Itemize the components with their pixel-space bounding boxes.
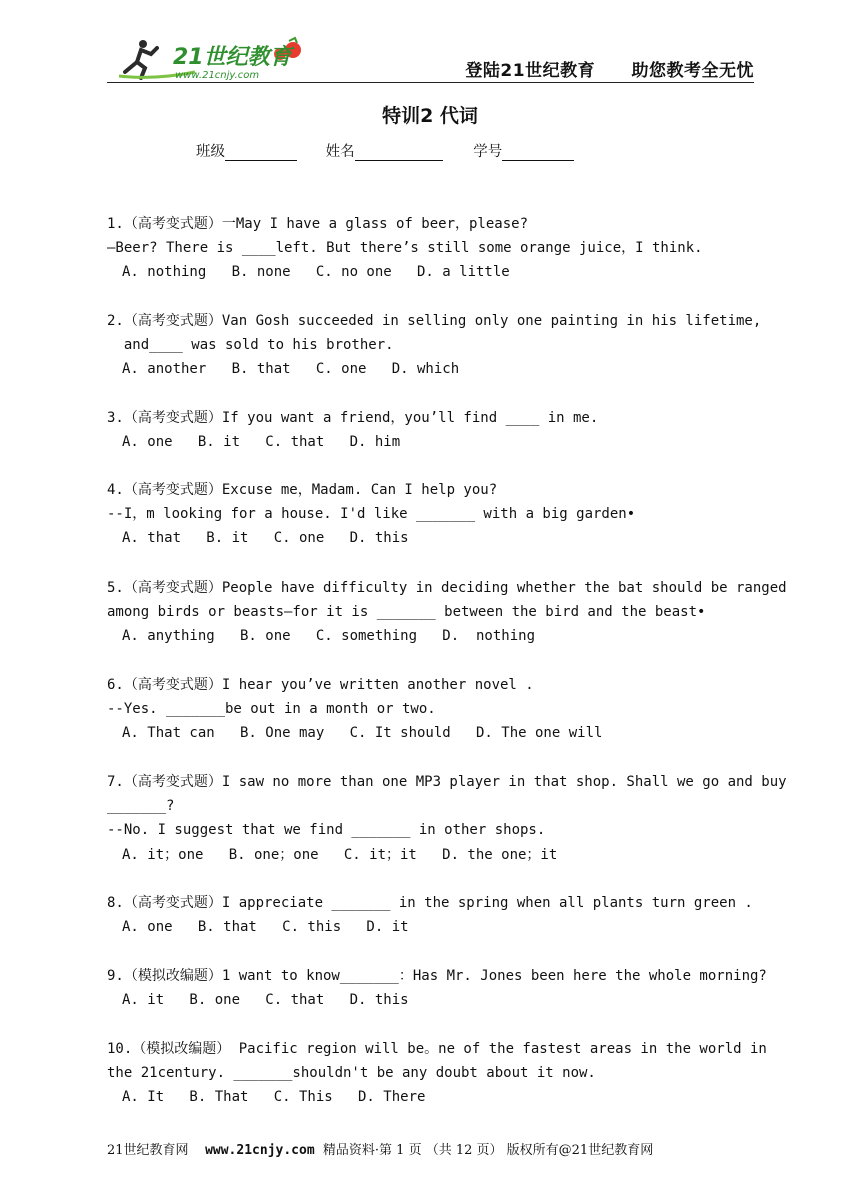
name-field[interactable]	[355, 144, 443, 161]
question-item	[107, 478, 767, 551]
question-item	[107, 576, 787, 649]
footer-right: 精品资料·第 1 页 （共 12 页） 版权所有@21世纪教育网	[322, 1143, 654, 1158]
question-item	[107, 1037, 767, 1110]
question-item	[107, 964, 767, 1012]
footer-left: 21世纪教育网	[107, 1143, 189, 1158]
site-logo	[115, 32, 315, 82]
question-options: A. anything B. one C. something D. nothing	[122, 628, 536, 645]
question-text: among birds or beasts—for it is _______ between the bird and the beast•	[107, 604, 706, 621]
question-options: A. it B. one C. that D. this	[122, 992, 409, 1009]
question-item	[107, 673, 767, 746]
question-text: --Yes. _______be out in a month or two.	[107, 701, 436, 718]
question-text: 2.（高考变式题）Van Gosh succeeded in selling only one painting in his lifetime,	[107, 313, 762, 329]
page-header	[107, 30, 754, 83]
question-text: 3.（高考变式题）If you want a friend，you’ll find ____ in me.	[107, 410, 599, 426]
page-title: 特训2 代词	[382, 105, 478, 127]
header-slogan	[435, 56, 754, 81]
svg-text:www.21cnjy.com: www.21cnjy.com	[175, 70, 260, 81]
question-text: the 21century. _______shouldn't be any doubt about it now.	[107, 1065, 596, 1082]
name-label: 姓名	[325, 144, 355, 160]
question-options: A. one B. it C. that D. him	[122, 434, 401, 451]
question-text: 8.（高考变式题）I appreciate _______ in the spring when all plants turn green .	[107, 895, 753, 911]
class-field[interactable]	[225, 144, 297, 161]
slogan-right: 助您教考全无忧	[631, 61, 754, 81]
question-text: --I，m looking for a house. I'd like _______ with a big garden•	[107, 506, 636, 523]
question-text: 10.（模拟改编题） Pacific region will be。ne of the fastest areas in the world in	[107, 1041, 767, 1057]
id-label: 学号	[473, 144, 503, 160]
student-info-row	[196, 140, 574, 161]
slogan-left: 登陆21世纪教育	[465, 61, 596, 81]
question-options: A. another B. that C. one D. which	[122, 361, 460, 378]
question-text: _______?	[107, 798, 175, 815]
question-text: —Beer? There is ____left. But there’s still some orange juice，I think.	[107, 240, 703, 257]
class-label: 班级	[196, 144, 225, 160]
footer-url: www.21cnjy.com	[205, 1143, 315, 1158]
question-options: A. That can B. One may C. It should D. The one will	[122, 725, 603, 742]
question-text: 9.（模拟改编题）1 want to know_______：Has Mr. Jones been here the whole morning?	[107, 968, 767, 984]
question-item	[107, 770, 787, 867]
question-text: 1.（高考变式题）一May I have a glass of beer，please?	[107, 216, 529, 232]
question-options: A. that B. it C. one D. this	[122, 530, 409, 547]
question-options: A. nothing B. none C. no one D. a little	[122, 264, 510, 281]
question-text: 5.（高考变式题）People have difficulty in deciding whether the bat should be ranged	[107, 580, 787, 596]
page-footer	[107, 1139, 653, 1158]
svg-text:21世纪教育: 21世纪教育	[173, 45, 292, 70]
question-options: A. It B. That C. This D. There	[122, 1089, 426, 1106]
question-item	[107, 309, 767, 382]
question-item	[107, 212, 767, 285]
question-options: A. it；one B. one；one C. it；it D. the one；it	[122, 846, 558, 863]
question-text: --No. I suggest that we find _______ in other shops.	[107, 822, 546, 839]
question-text: 7.（高考变式题）I saw no more than one MP3 player in that shop. Shall we go and buy	[107, 774, 787, 790]
question-text: 6.（高考变式题）I hear you’ve written another novel .	[107, 677, 534, 693]
question-text: and____ was sold to his brother.	[107, 337, 394, 354]
question-item	[107, 891, 767, 939]
question-item	[107, 406, 767, 454]
id-field[interactable]	[502, 144, 574, 161]
question-text: 4.（高考变式题）Excuse me，Madam. Can I help you?	[107, 482, 498, 498]
question-options: A. one B. that C. this D. it	[122, 919, 409, 936]
